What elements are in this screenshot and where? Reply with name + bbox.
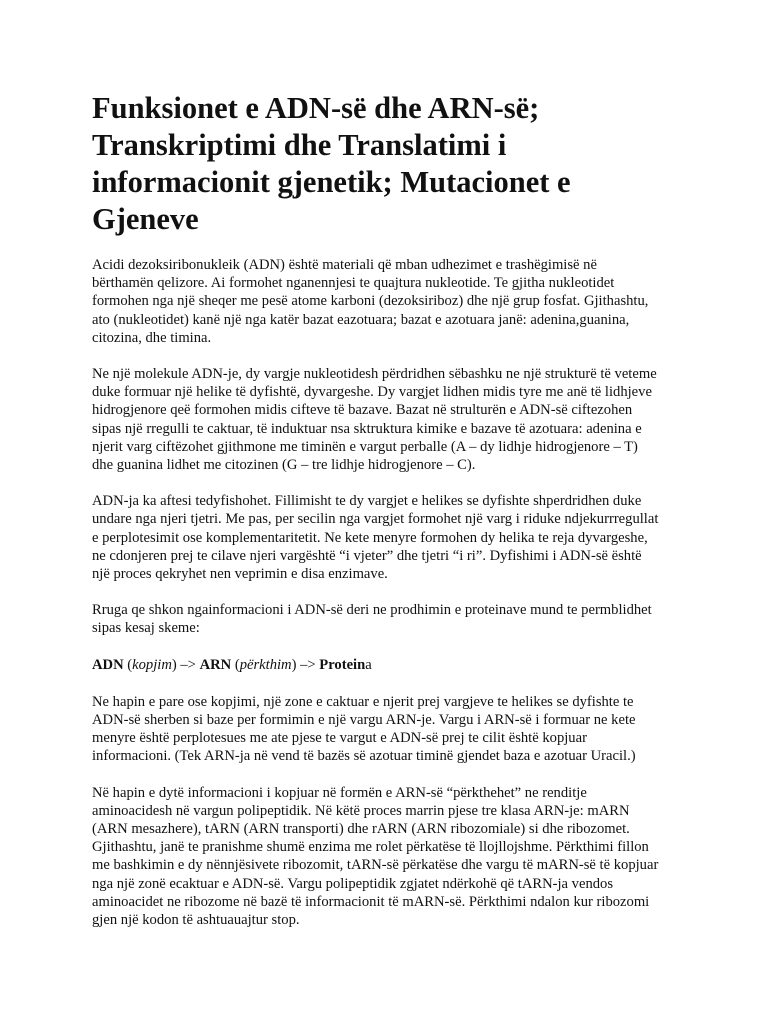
scheme-text: ) –> <box>291 656 320 673</box>
title-line: informacionit gjenetik; Mutacionet e Gjeneve <box>92 165 571 236</box>
text-line: Ne një molekule ADN-je, dy vargje nukleotidesh përdridhen sëbashku ne një strukturë të veteme <box>92 366 657 383</box>
paragraph-translation <box>92 784 678 930</box>
scheme-perkthim: përkthim <box>239 656 292 673</box>
text-line: sipas kesaj skeme: <box>92 620 200 637</box>
title-line: Funksionet e ADN-së dhe ARN-së; <box>92 91 540 125</box>
text-line: (ARN mesazhere), tARN (ARN transporti) dhe rARN (ARN ribozomiale) si dhe ribozomet. <box>92 821 630 838</box>
text-line: ato (nukleotidet) kanë një nga katër bazat eazotuara; bazat e azotuara janë: adenina,guanina, <box>92 311 630 328</box>
text-line: undare nga njeri tjetri. Me pas, per secilin nga vargjet formohet një varg i riduke ndjekurrregullat <box>92 511 659 528</box>
text-line: me bashkimin e dy nënnjësivete ribozomit, tARN-së përkatëse dhe vargu të mARN-së të kopjuar <box>92 857 659 874</box>
text-line: një proces qekryhet nen veprimin e disa enzimave. <box>92 566 388 583</box>
paragraph-adn-definition <box>92 256 678 347</box>
scheme-text: ( <box>123 656 133 673</box>
text-line: Acidi dezoksiribonukleik (ADN) është materiali që mban udhezimet e trashëgimisë në <box>92 257 597 273</box>
text-line: ADN-së sherben si baze per formimin e një vargu ARN-je. Vargu i ARN-së i formuar ne kete <box>92 712 636 729</box>
text-line: dhe guanina lidhet me citozinen (G – tre lidhje hidrogjenore – C). <box>92 457 476 474</box>
text-line: Ne hapin e pare ose kopjimi, një zone e caktuar e njerit prej vargjeve te helikes se dyfishte te <box>92 693 634 710</box>
text-line: aminoacidesh në vargun polipeptidik. Në këtë proces marrin pjese tre klasa ARN-je: mARN <box>92 802 630 819</box>
text-line: sipas një rregulli te caktuar, të induktuar nsa sktruktura kimike e bazave të azotuara: adenina e <box>92 420 642 437</box>
paragraph-scheme-intro <box>92 601 678 637</box>
scheme-suffix: a <box>365 656 372 673</box>
text-line: gjen një kodon të ashtuauajtur stop. <box>92 912 300 929</box>
text-line: duke formuar një helike të dyfishtë, dyvargeshe. Dy vargjet lidhen midis tyre me anë të lidhjeve <box>92 384 652 401</box>
text-line: citozina, dhe timina. <box>92 329 212 346</box>
paragraph-double-helix <box>92 365 678 474</box>
scheme-arn: ARN <box>199 656 232 673</box>
text-line: Gjithashtu, janë te pranishme shumë enzima me rolet përkatëse të llojllojshme. Përkthimi fillon <box>92 839 649 856</box>
text-line: informacioni. (Tek ARN-ja në vend të bazës së azotuar timinë gjendet baza e azotuar Uracil.) <box>92 748 636 765</box>
title-line: Transkriptimi dhe Translatimi i <box>92 128 507 162</box>
paragraph-replication <box>92 492 678 583</box>
scheme-text: ( <box>231 656 240 673</box>
text-line: Rruga qe shkon ngainformacioni i ADN-së deri ne prodhimin e proteinave mund te permblidhet <box>92 602 652 619</box>
paragraph-transcription <box>92 693 678 766</box>
text-line: ADN-ja ka aftesi tedyfishohet. Fillimisht te dy vargjet e helikes se dyfishte shperdridhen duke <box>92 493 642 510</box>
scheme-kopjim: kopjim <box>132 656 172 673</box>
scheme-line <box>92 656 678 674</box>
scheme-text: ) –> <box>171 656 200 673</box>
text-line: menyre është perplotesues me ate pjese te vargut e ADN-së prej te cilit është kopjuar <box>92 730 587 747</box>
text-line: njerit varg ciftëzohet gjithmone me timinën e vargut perballe (A – dy lidhje hidrogjenore – T) <box>92 438 638 455</box>
scheme-adn: ADN <box>92 656 124 673</box>
text-line: formohen nga një sheqer me pesë atome karboni (dezoksiriboz) dhe një grup fosfat. Gjithashtu, <box>92 293 649 310</box>
text-line: ne cdonjeren prej te cilave njeri vargështë “i vjeter” dhe tjetri “i ri”. Dyfishimi i ADN-së është <box>92 547 642 564</box>
text-line: nga një zonë ecaktuar e ADN-së. Vargu polipeptidik zgjatet ndërkohë që tARN-ja vendos <box>92 875 614 892</box>
text-line: e perplotesimit ose komplementaritetit. Ne kete menyre formohen dy helika te reja dyvargeshe, <box>92 529 648 546</box>
text-line: Në hapin e dytë informacioni i kopjuar në formën e ARN-së “përkthehet” ne renditje <box>92 784 587 801</box>
scheme-protein: Protein <box>319 656 366 673</box>
text-line: bërthamën qelizore. Ai formohet nganennjesi te quajtura nukleotide. Te gjitha nukleotidet <box>92 275 615 292</box>
text-line: aminoacidet ne ribozome në bazë të informacionit të mARN-së. Përkthimi ndalon kur ribozomi <box>92 893 650 910</box>
document-title <box>92 90 678 238</box>
text-line: hidrogjenore qeë formohen midis cifteve të bazave. Bazat në strulturën e ADN-së ciftezohen <box>92 402 633 419</box>
